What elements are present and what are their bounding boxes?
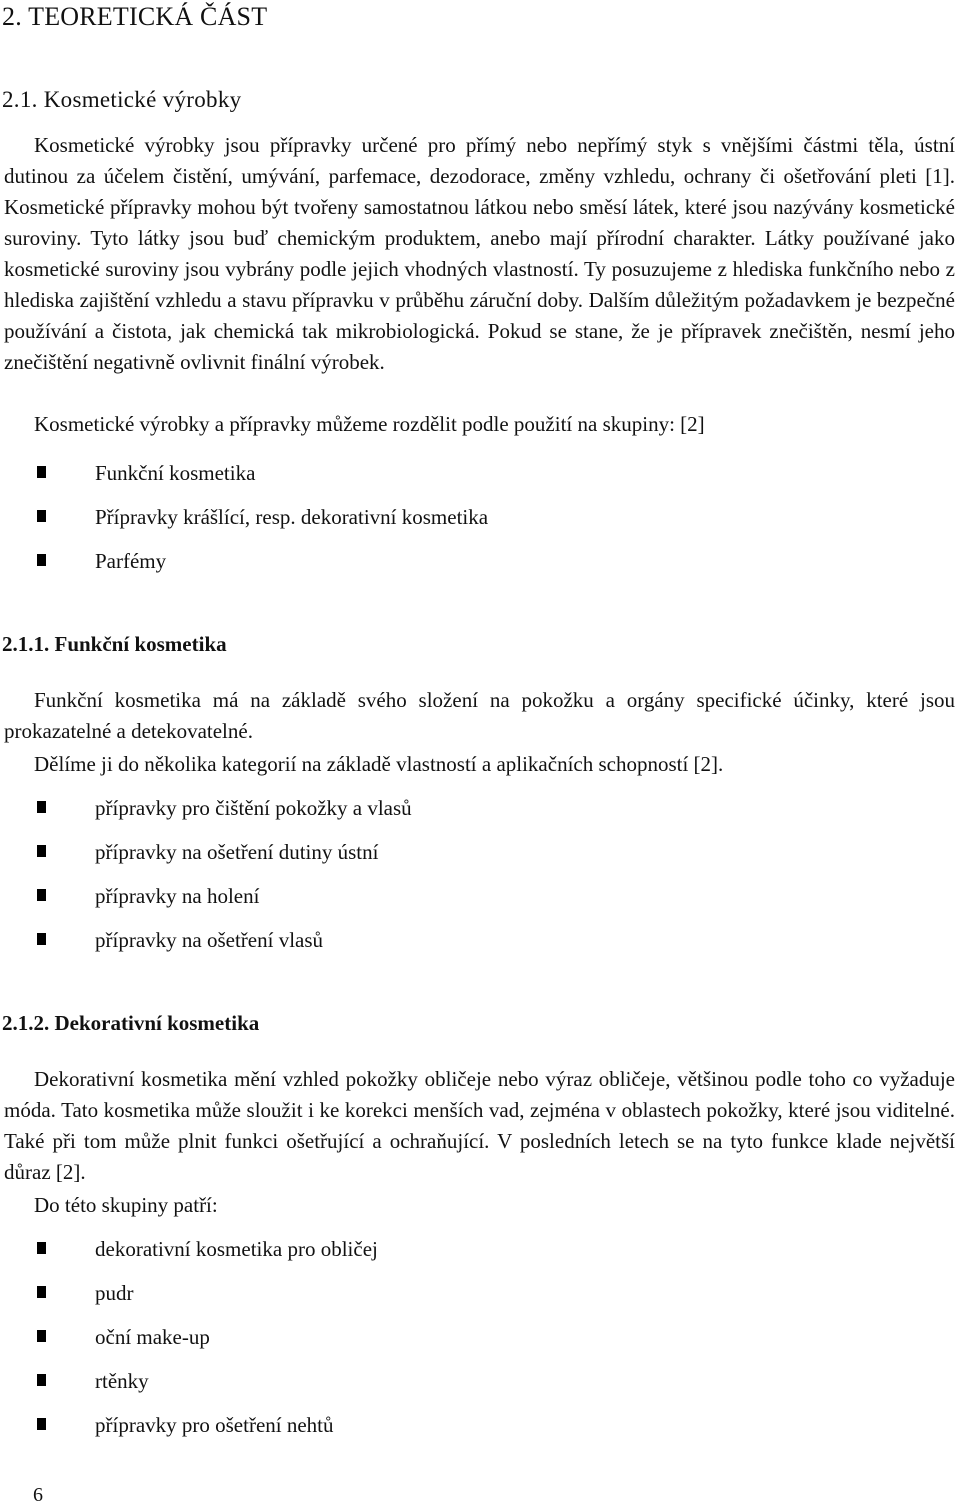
bullet-square-icon bbox=[37, 466, 46, 478]
bullet-square-icon bbox=[37, 889, 46, 901]
bullet-square-icon bbox=[37, 933, 46, 945]
bullet-square-icon bbox=[37, 801, 46, 813]
list-item: dekorativní kosmetika pro obličej bbox=[34, 1234, 378, 1278]
bullet-square-icon bbox=[37, 845, 46, 857]
page-number: 6 bbox=[33, 1484, 43, 1506]
chapter-heading: 2. TEORETICKÁ ČÁST bbox=[2, 2, 268, 31]
groups-list bbox=[34, 458, 488, 590]
bullet-square-icon bbox=[37, 1418, 46, 1430]
section-intro-paragraph: Kosmetické výrobky jsou přípravky určené pro přímý nebo nepřímý styk s vnějšími částmi těla, ústní dutinou za účelem čistění, umývání, parfemace, dezodorace, změny vzhledu, ochrany či ošetřování pleti [1]. Kosmetické přípravky mohou být tvořeny samostatnou látkou nebo směsí látek, které jsou nazývány kosmetické suroviny. Tyto látky jsou buď chemickým produktem, anebo mají přírodní charakter. Látky používané jako kosmetické suroviny jsou vybrány podle jejich vhodných vlastností. Ty posuzujeme z hlediska funkčního nebo z hlediska zajištění vzhledu a stavu přípravku v průběhu záruční doby. Dalším důležitým požadavkem je bezpečné používání a čistota, jak chemická tak mikrobiologická. Pokud se stane, že je přípravek znečištěn, nesmí jeho znečištění negativně ovlivnit finální výrobek. bbox=[4, 133, 955, 374]
functional-paragraph: Funkční kosmetika má na základě svého složení na pokožku a orgány specifické účinky, které jsou prokazatelné a detekovatelné. bbox=[4, 688, 955, 743]
bullet-square-icon bbox=[37, 1286, 46, 1298]
subsection-heading-decorative: 2.1.2. Dekorativní kosmetika bbox=[2, 1011, 260, 1035]
bullet-square-icon bbox=[37, 554, 46, 566]
subsection-heading-functional: 2.1.1. Funkční kosmetika bbox=[2, 632, 227, 656]
list-item: oční make-up bbox=[34, 1322, 378, 1366]
section-heading: 2.1. Kosmetické výrobky bbox=[2, 87, 242, 112]
list-item: Přípravky krášlící, resp. dekorativní kosmetika bbox=[34, 502, 488, 546]
list-item: rtěnky bbox=[34, 1366, 378, 1410]
bullet-square-icon bbox=[37, 510, 46, 522]
decorative-paragraph: Dekorativní kosmetika mění vzhled pokožky obličeje nebo výraz obličeje, většinou podle toho co vyžaduje móda. Tato kosmetika může sloužit i ke korekci menších vad, zejména v oblastech pokožky, které jsou viditelné. Také při tom může plnit funkci ošetřující a ochraňující. V posledních letech se na tyto funkce klade největší důraz [2]. bbox=[4, 1067, 955, 1184]
functional-list bbox=[34, 793, 412, 969]
section-intro-paragraph-2: Kosmetické výrobky a přípravky můžeme rozdělit podle použití na skupiny: [2] bbox=[34, 412, 705, 436]
bullet-square-icon bbox=[37, 1242, 46, 1254]
list-item: přípravky pro ošetření nehtů bbox=[34, 1410, 378, 1454]
list-item: přípravky na ošetření dutiny ústní bbox=[34, 837, 412, 881]
bullet-square-icon bbox=[37, 1330, 46, 1342]
bullet-square-icon bbox=[37, 1374, 46, 1386]
list-item: přípravky pro čištění pokožky a vlasů bbox=[34, 793, 412, 837]
decorative-list bbox=[34, 1234, 378, 1454]
list-item: Parfémy bbox=[34, 546, 488, 590]
functional-paragraph-2: Dělíme ji do několika kategorií na základě vlastností a aplikačních schopností [2]. bbox=[34, 752, 724, 776]
list-item: přípravky na holení bbox=[34, 881, 412, 925]
list-item: Funkční kosmetika bbox=[34, 458, 488, 502]
decorative-paragraph-2: Do této skupiny patří: bbox=[34, 1193, 218, 1217]
list-item: přípravky na ošetření vlasů bbox=[34, 925, 412, 969]
list-item: pudr bbox=[34, 1278, 378, 1322]
